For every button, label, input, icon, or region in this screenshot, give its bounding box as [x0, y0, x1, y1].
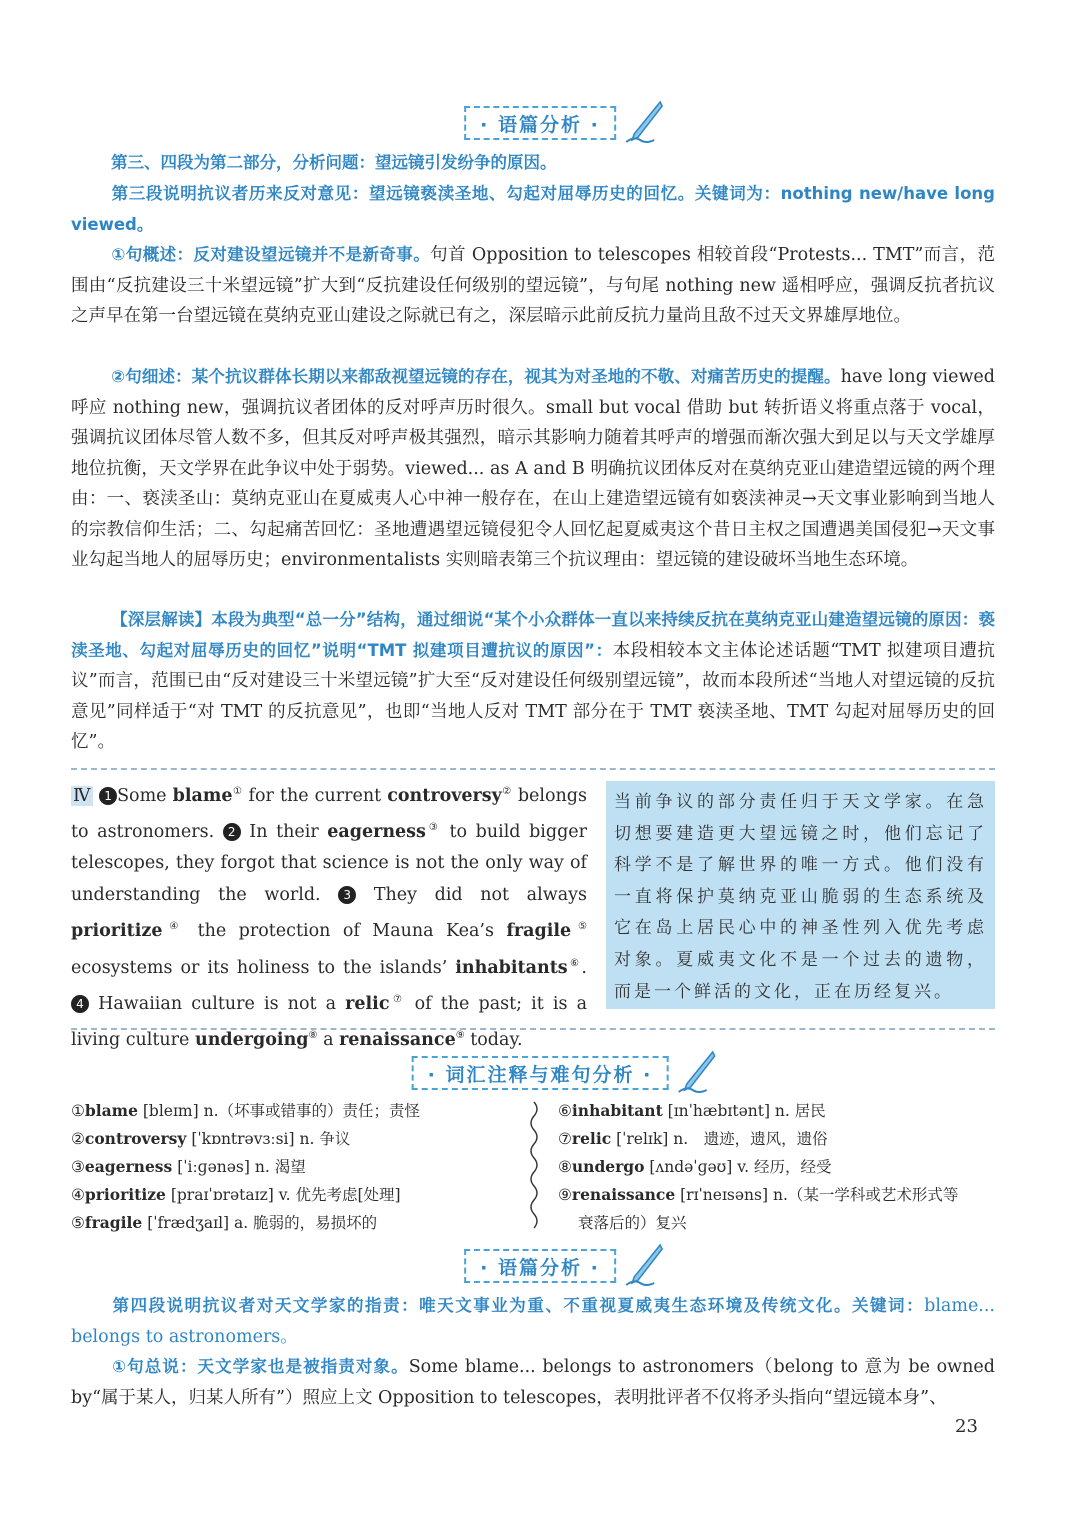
pen-icon: [624, 1243, 664, 1287]
vocab-item: ⑦relic [ˈrelɪk] n. 遗迹，遗风，遗俗: [558, 1129, 828, 1148]
vocab-item: ①blame [bleɪm] n.（坏事或错事的）责任；责怪: [71, 1101, 421, 1120]
paragraph-structure: 第三、四段为第二部分，分析问题：望远镜引发纷争的原因。: [111, 153, 557, 172]
vocab-word: eagerness: [327, 822, 426, 843]
pen-icon: [624, 100, 664, 144]
paragraph-sentence-1: ①句概述：反对建设望远镜并不是新奇事。句首 Opposition to telescopes 相较首段“Protests... TMT”而言，范围由“反抗建设三十米望远镜”扩大到“反抗建设任何级别的望远镜”，与句尾 nothing new 遥相呼应，强调反抗者抗议之声早在第一台望远镜在莫纳克亚山建设之际就已有之，深层暗示此前反抗力量尚且敌不过天文界雄厚地位。: [71, 245, 995, 326]
paragraph-4-summary: 第四段说明抗议者对天文学家的指责：唯天文事业为重、不重视夏威夷生态环境及传统文化。关键词：blame... belongs to astronomers。: [71, 1296, 995, 1347]
pen-icon: [676, 1050, 716, 1094]
vocab-item: ⑨renaissance [rɪˈneɪsəns] n.（某一学科或艺术形式等: [558, 1185, 959, 1204]
vocab-item: ⑤fragile [ˈfrædʒaɪl] a. 脆弱的，易损坏的: [71, 1213, 378, 1232]
vocab-word: fragile: [506, 921, 572, 942]
paragraph-sentence-2: ②句细述：某个抗议群体长期以来都敌视望远镜的存在，视其为对圣地的不敬、对痛苦历史的提醒。have long viewed 呼应 nothing new，强调抗议者团体的反对呼声历时很久。small but vocal 借助 but 转折语义将重点落于 vocal，强调抗议团体尽管人数不多，但其反对呼声极其强烈，暗示其影响力随着其呼声的增强而渐次强大到足以与天文学雄厚地位抗衡，天文学界在此争议中处于弱势。viewed... as A and B 明确抗议团体反对在莫纳克亚山建造望远镜的两个理由：一、亵渎圣山：莫纳克亚山在夏威夷人心中神一般存在，在山上建造望远镜有如亵渎神灵→天文事业影响到当地人的宗教信仰生活；二、勾起痛苦回忆：圣地遭遇望远镜侵犯令人回忆起夏威夷这个昔日主权之国遭遇美国侵犯→天文事业勾起当地人的屈辱历史；environmentalists 实则暗表第三个抗议理由：望远镜的建设破坏当地生态环境。: [71, 367, 995, 570]
sentence-number: 1: [99, 787, 117, 805]
vocab-word: relic: [345, 993, 390, 1014]
vocab-word: inhabitants: [455, 957, 568, 978]
section-header-analysis: · 语篇分析 ·: [464, 106, 616, 140]
sentence-number: 4: [71, 995, 89, 1013]
vocab-word: blame: [172, 785, 233, 806]
section-header-analysis-2: · 语篇分析 ·: [464, 1249, 616, 1283]
paragraph-deep-reading: 【深层解读】本段为典型“总一分”结构，通过细说“某个小众群体一直以来持续反抗在莫纳克亚山建造望远镜的原因：亵渎圣地、勾起对屈辱历史的回忆”说明“TMT 拟建项目遭抗议的原因”：本段相较本文主体论述话题“TMT 拟建项目遭抗议”而言，范围已由“反对建设三十米望远镜”扩大至“反对建设任何级别望远镜”，故而本段所述“当地人对望远镜的反抗意见”同样适于“对 TMT 的反抗意见”，也即“当地人反对 TMT 部分在于 TMT 亵渎圣地、TMT 勾起对屈辱历史的回忆”。: [71, 610, 995, 752]
vocab-item: ③eagerness [ˈiːɡənəs] n. 渴望: [71, 1157, 306, 1176]
paragraph-4-sentence-1: ①句总说：天文学家也是被指责对象。Some blame... belongs to astronomers（belong to 意为 be owned by“属于某人，归某人所有”）照应上文 Opposition to telescopes，表明批评者不仅将矛头指向“望远镜本身”、: [71, 1357, 995, 1408]
vocab-item: ⑥inhabitant [ɪnˈhæbɪtənt] n. 居民: [558, 1101, 826, 1120]
vocab-word: prioritize: [71, 921, 163, 942]
chinese-translation: 当前争议的部分责任归于天文学家。在急切想要建造更大望远镜之时，他们忘记了科学不是了解世界的唯一方式。他们没有一直将保护莫纳克亚山脆弱的生态系统及它在岛上居民心中的神圣性列入优先考虑对象。夏威夷文化不是一个过去的遗物，而是一个鲜活的文化，正在历经复兴。: [606, 781, 995, 1009]
paragraph-number: Ⅳ: [73, 785, 91, 806]
sentence-number: 3: [338, 886, 356, 904]
paragraph-3-summary: 第三段说明抗议者历来反对意见：望远镜亵渎圣地、勾起对屈辱历史的回忆。关键词为：nothing new/have long viewed。: [71, 184, 995, 234]
vocab-word: renaissance: [339, 1029, 456, 1050]
wavy-divider: [524, 1100, 544, 1230]
vocab-item: 衰落后的）复兴: [578, 1214, 687, 1232]
english-passage: Ⅳ 1 Some blame① for the current controversy② belongs to astronomers. 2 In their eagerness③ to build bigger telescopes, they forgot that science is not the only way of understanding the world. 3 They did not always prioritize④ the protection of Mauna Kea’s fragile⑤ ecosystems or its holiness to the islands’ inhabitants⑥. 4 Hawaiian culture is not a relic⑦ of the past; it is a living culture undergoing⑧ a renaissance⑨ today.: [71, 785, 588, 1050]
vocab-item: ②controversy [ˈkɒntrəvɜːsi] n. 争议: [71, 1129, 351, 1148]
divider-bottom: [71, 1028, 995, 1030]
section-header-vocab: · 词汇注释与难句分析 ·: [412, 1056, 669, 1090]
vocab-item: ④prioritize [praɪˈɒrətaɪz] v. 优先考虑[处理]: [71, 1185, 401, 1204]
sentence-number: 2: [223, 823, 241, 841]
vocab-word: undergoing: [194, 1029, 309, 1050]
vocab-list-left: [71, 1097, 420, 1237]
vocab-item: ⑧undergo [ʌndəˈɡəʊ] v. 经历，经受: [558, 1157, 832, 1176]
vocab-list-right: [558, 1097, 958, 1237]
vocab-word: controversy: [387, 785, 502, 806]
divider-top: [71, 768, 995, 770]
page-number: 23: [955, 1416, 978, 1437]
